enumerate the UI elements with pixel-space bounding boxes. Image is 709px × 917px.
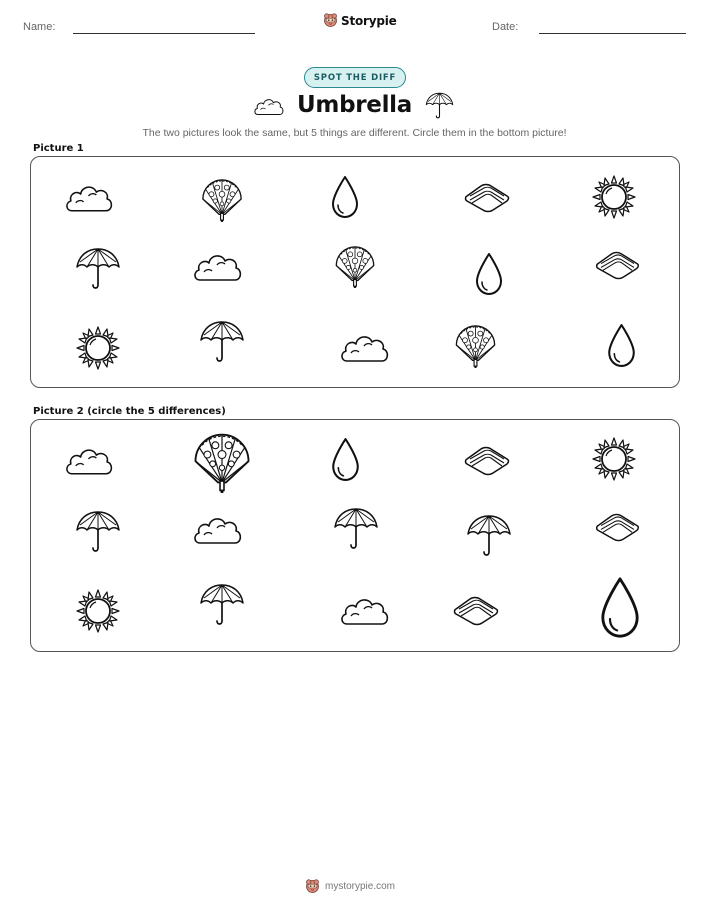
cloud-icon[interactable]: [192, 513, 242, 547]
sun-icon: [592, 175, 636, 219]
instructions: The two pictures look the same, but 5 things are different. Circle them in the bottom picture!: [142, 127, 567, 139]
worksheet-type-badge: SPOT THE DIFF: [304, 67, 406, 88]
sun-icon[interactable]: [592, 437, 636, 481]
towel-icon: [595, 250, 640, 281]
footer-site[interactable]: mystorypie.com: [325, 881, 396, 892]
umbrella-icon: [199, 320, 245, 366]
picture-2-label: Picture 2 (circle the 5 differences): [33, 406, 226, 417]
cloud-icon[interactable]: [64, 444, 113, 478]
towel-icon[interactable]: [595, 512, 640, 543]
name-label: Name:: [23, 21, 56, 33]
water-drop-icon: [330, 175, 360, 219]
date-label: Date:: [492, 21, 519, 33]
sun-icon[interactable]: [76, 589, 120, 633]
sun-icon: [76, 326, 120, 370]
footer: [305, 879, 395, 894]
towel-icon[interactable]: [453, 595, 499, 627]
water-drop-icon[interactable]: [597, 576, 643, 639]
towel-icon[interactable]: [464, 445, 510, 477]
storypie-mascot-icon: [323, 13, 338, 28]
cloud-icon: [192, 250, 242, 284]
date-field-line[interactable]: [539, 33, 686, 34]
cloud-icon: [64, 181, 113, 215]
storypie-mascot-icon: [305, 879, 320, 894]
cloud-icon: [339, 331, 389, 365]
towel-icon: [464, 182, 510, 214]
picture-1-label: Picture 1: [33, 143, 84, 154]
hand-fan-icon[interactable]: [190, 432, 254, 493]
umbrella-icon: [425, 92, 454, 121]
umbrella-icon[interactable]: [333, 507, 379, 553]
name-field-line[interactable]: [73, 33, 255, 34]
hand-fan-icon: [333, 245, 377, 288]
umbrella-icon: [75, 247, 121, 293]
brand-logo: [323, 13, 397, 28]
hand-fan-icon: [453, 324, 498, 368]
umbrella-icon[interactable]: [466, 514, 512, 560]
umbrella-icon[interactable]: [199, 583, 245, 629]
cloud-icon[interactable]: [339, 594, 389, 628]
water-drop-icon: [474, 252, 504, 296]
umbrella-icon[interactable]: [75, 510, 121, 556]
page-title: Umbrella: [297, 92, 412, 118]
hand-fan-icon: [199, 178, 245, 222]
brand-name: Storypie: [341, 13, 397, 28]
water-drop-icon: [606, 323, 637, 368]
water-drop-icon[interactable]: [330, 437, 361, 482]
